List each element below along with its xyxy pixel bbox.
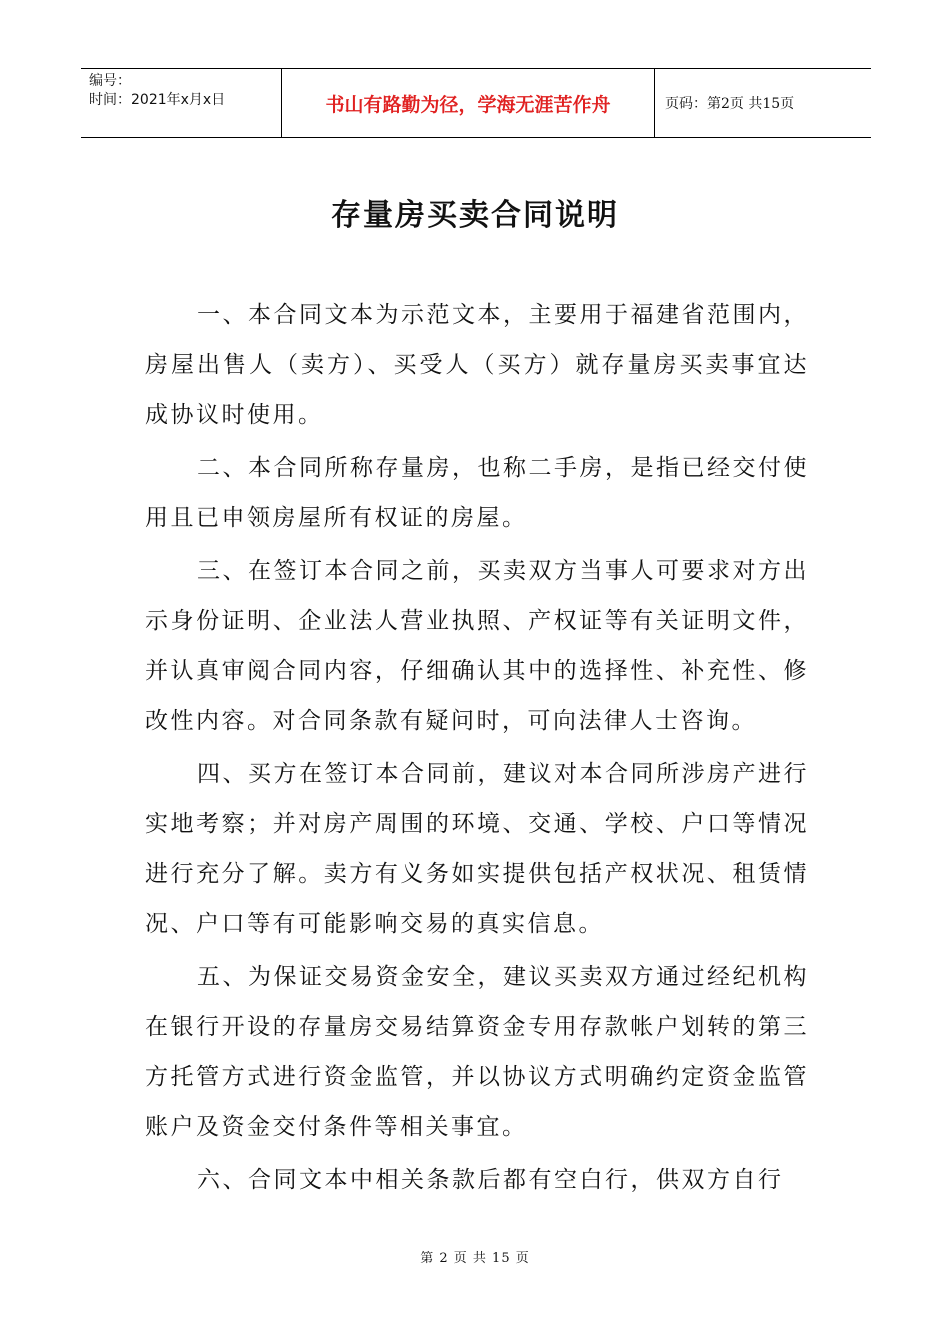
header-meta <box>81 69 281 137</box>
paragraph: 三、在签订本合同之前，买卖双方当事人可要求对方出示身份证明、企业法人营业执照、产权证等有关证明文件，并认真审阅合同内容，仔细确认其中的选择性、补充性、修改性内容。对合同条款有疑问时，可向法律人士咨询。 <box>145 558 809 734</box>
paragraph: 四、买方在签订本合同前，建议对本合同所涉房产进行实地考察；并对房产周围的环境、交通、学校、户口等情况进行充分了解。卖方有义务如实提供包括产权状况、租赁情况、户口等有可能影响交易的真实信息。 <box>145 761 809 937</box>
paragraph: 一、本合同文本为示范文本，主要用于福建省范围内，房屋出售人（卖方）、买受人（买方）就存量房买卖事宜达成协议时使用。 <box>145 302 809 428</box>
paragraph: 六、合同文本中相关条款后都有空白行，供双方自行 <box>197 1167 784 1193</box>
document-body <box>145 290 809 1208</box>
paragraph: 五、为保证交易资金安全，建议买卖双方通过经纪机构在银行开设的存量房交易结算资金专用存款帐户划转的第三方托管方式进行资金监管，并以协议方式明确约定资金监管账户及资金交付条件等相关事宜。 <box>145 964 809 1140</box>
page-header <box>81 68 871 138</box>
page-info-text: 页码：第2页 共15页 <box>665 96 795 112</box>
header-page-info <box>655 69 871 137</box>
page-footer <box>0 1247 950 1266</box>
document-number-label: 编号： <box>89 73 131 89</box>
document-title: 存量房买卖合同说明 <box>331 198 619 233</box>
footer-page-number: 第 2 页 共 15 页 <box>420 1251 530 1266</box>
header-motto <box>281 69 655 137</box>
document-date-label: 时间：2021年x月x日 <box>89 92 226 108</box>
motto-text: 书山有路勤为径，学海无涯苦作舟 <box>325 93 611 116</box>
paragraph: 二、本合同所称存量房，也称二手房，是指已经交付使用且已申领房屋所有权证的房屋。 <box>145 455 809 531</box>
